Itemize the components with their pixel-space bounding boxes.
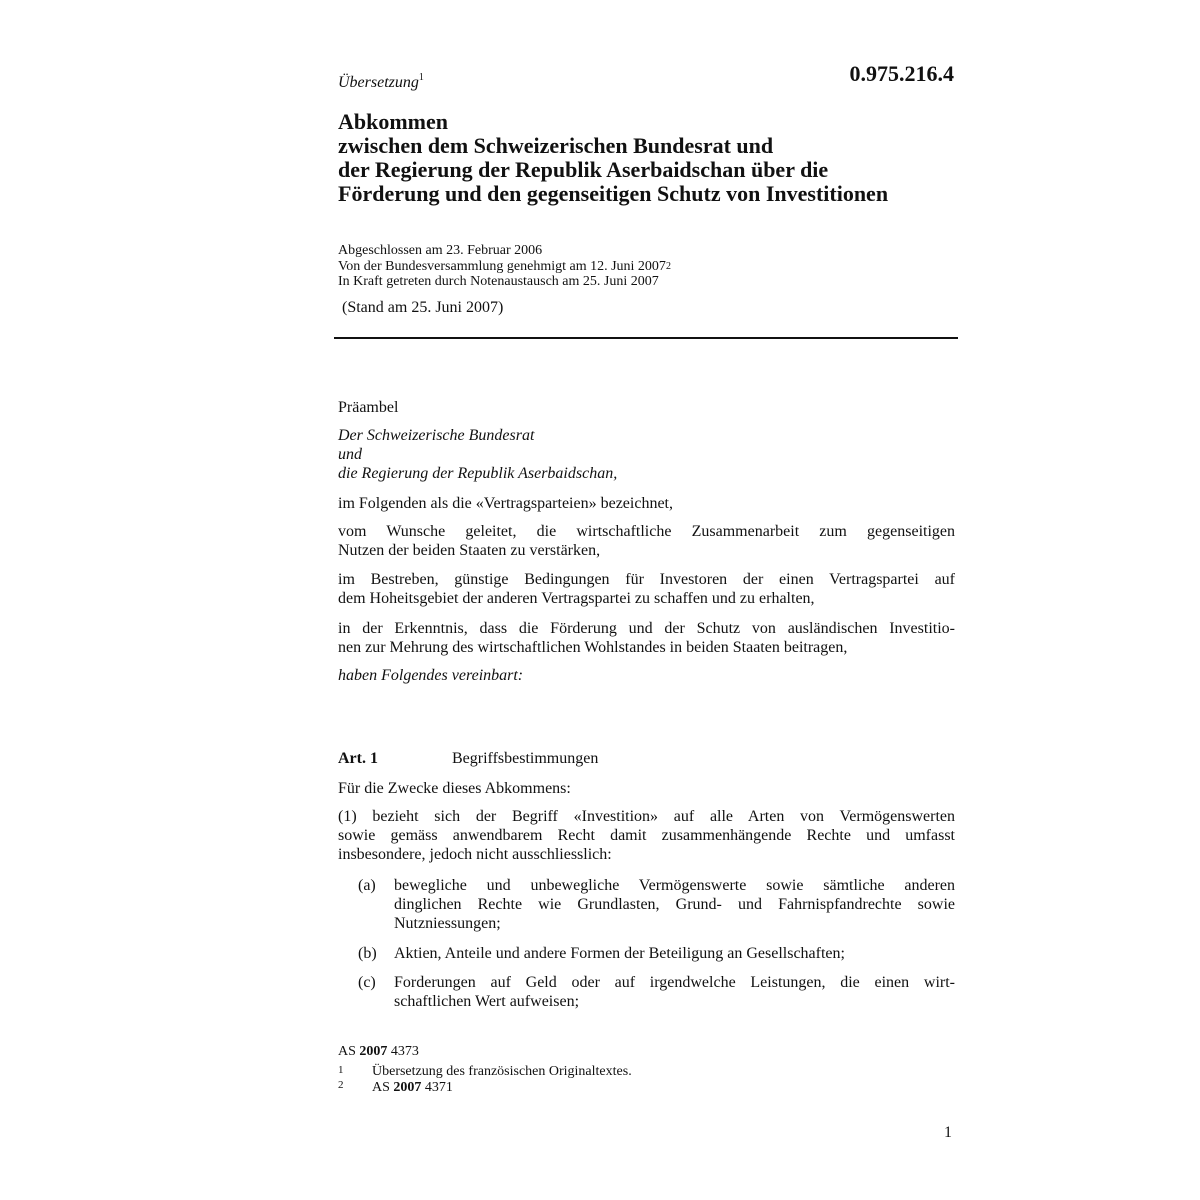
list-item: Forderungen auf Geld oder auf irgendwelche Leistungen, die einen wirt- schaftlichen Wert aufweisen; — [394, 974, 955, 1010]
footnote-number: 1 — [338, 1064, 344, 1076]
preamble-heading: Präambel — [338, 399, 399, 416]
preamble-parties — [338, 426, 955, 483]
title-line: Förderung und den gegenseitigen Schutz von Investitionen — [338, 181, 889, 206]
footnote-text: AS 2007 4371 — [372, 1080, 453, 1095]
party-conjunction: und — [338, 446, 362, 463]
list-item: bewegliche und unbewegliche Vermögenswerte sowie sämtliche anderen dinglichen Rechte wie Grundlasten, Grund- und Fahrnispfandrechte sowie Nutzniessungen; — [394, 877, 955, 932]
preamble-paragraph: in der Erkenntnis, dass die Förderung und der Schutz von ausländischen Investitio- nen zur Mehrung des wirtschaftlichen Wohlstandes in beiden Staaten beitragen, — [338, 620, 955, 656]
article-number: Art. 1 — [338, 750, 378, 767]
meta-approved: Von der Bundesversammlung genehmigt am 12. Juni 2007$^2$ — [338, 258, 671, 274]
party-switzerland: Der Schweizerische Bundesrat — [338, 427, 535, 444]
footnote-ref-2[interactable]: 2 — [665, 260, 671, 272]
sr-number: 0.975.216.4 — [849, 61, 954, 86]
page-number: 1 — [944, 1124, 952, 1141]
meta-concluded: Abgeschlossen am 23. Februar 2006 — [338, 243, 543, 258]
footnote-number: 2 — [338, 1079, 344, 1091]
official-collection-ref: AS 2007 4373 — [338, 1044, 419, 1059]
meta-in-force: In Kraft getreten durch Notenaustausch am 25. Juni 2007 — [338, 274, 659, 289]
preamble-closing: haben Folgendes vereinbart: — [338, 667, 524, 684]
title-line: zwischen dem Schweizerischen Bundesrat und — [338, 133, 774, 158]
article-paragraph-1: (1) bezieht sich der Begriff «Investition» auf alle Arten von Vermögenswerten sowie gemäss anwendbarem Recht damit zusammenhängende Rechte und umfasst insbesondere, jedoch nicht ausschliesslich: — [338, 808, 955, 863]
party-azerbaijan: die Regierung der Republik Aserbaidschan, — [338, 465, 618, 482]
status-date: (Stand am 25. Juni 2007) — [342, 299, 504, 316]
article-title: Begriffsbestimmungen — [452, 750, 599, 767]
article-intro: Für die Zwecke dieses Abkommens: — [338, 780, 571, 797]
title-line: der Regierung der Republik Aserbaidschan über die — [338, 157, 829, 182]
document-meta — [338, 243, 671, 290]
footnote-text: Übersetzung des französischen Originaltextes. — [372, 1064, 632, 1079]
document-title — [338, 110, 978, 206]
translation-note — [338, 74, 424, 92]
preamble-paragraph: vom Wunsche geleitet, die wirtschaftliche Zusammenarbeit zum gegenseitigen Nutzen der beiden Staaten zu verstärken, — [338, 523, 955, 559]
list-item-label: (a) — [358, 877, 376, 894]
preamble-paragraph: im Folgenden als die «Vertragsparteien» bezeichnet, — [338, 495, 673, 512]
preamble-paragraph: im Bestreben, günstige Bedingungen für Investoren der einen Vertragspartei auf dem Hoheitsgebiet der anderen Vertragspartei zu schaffen und zu erhalten, — [338, 571, 955, 607]
list-item-label: (b) — [358, 945, 377, 962]
header-divider — [334, 337, 958, 339]
footnote-ref-1[interactable]: 1 — [418, 72, 424, 83]
title-line: Abkommen — [338, 109, 449, 134]
list-item: Aktien, Anteile und andere Formen der Beteiligung an Gesellschaften; — [394, 945, 845, 962]
translation-label: Übersetzung — [338, 74, 419, 91]
list-item-label: (c) — [358, 974, 376, 991]
